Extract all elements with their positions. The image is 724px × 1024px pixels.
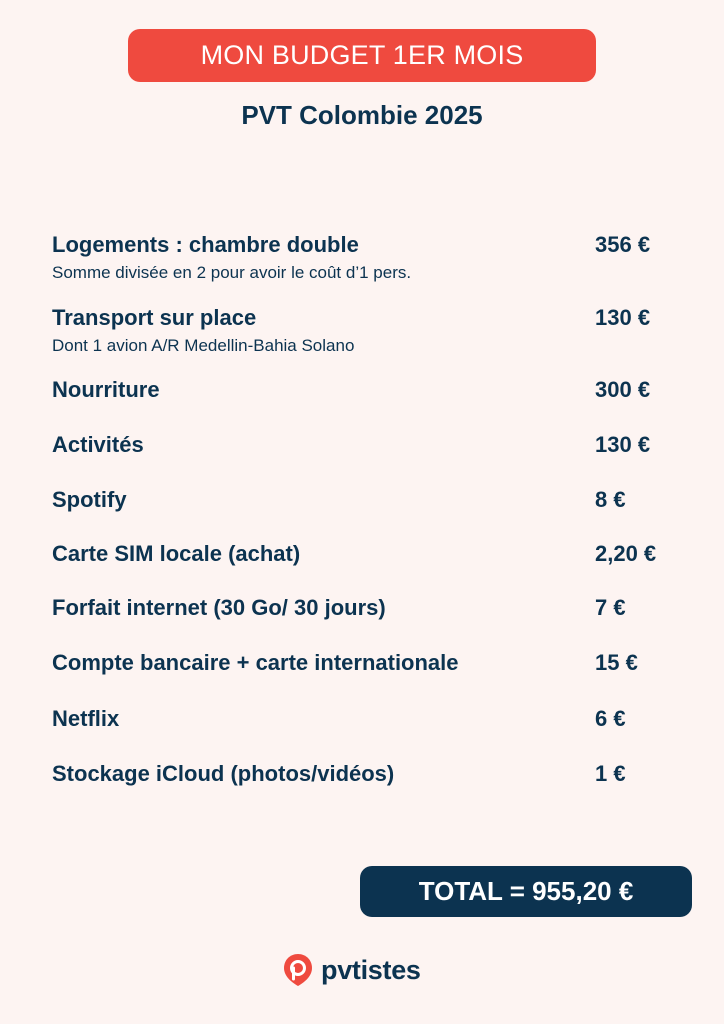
budget-item-note: Dont 1 avion A/R Medellin-Bahia Solano: [52, 336, 355, 355]
budget-item-value: 300 €: [595, 377, 651, 402]
budget-item-value: 130 €: [595, 432, 651, 457]
budget-item-value: 15 €: [595, 650, 638, 675]
budget-item-label: Nourriture: [52, 377, 160, 402]
budget-item-label: Activités: [52, 432, 144, 457]
budget-item-value: 8 €: [595, 487, 626, 512]
budget-item-label: Forfait internet (30 Go/ 30 jours): [52, 595, 386, 620]
budget-item-value: 7 €: [595, 595, 626, 620]
budget-item-label: Netflix: [52, 706, 120, 731]
budget-item-label: Carte SIM locale (achat): [52, 541, 301, 566]
total-amount: TOTAL = 955,20 €: [418, 876, 634, 906]
budget-item-label: Spotify: [52, 487, 127, 512]
budget-item-value: 2,20 €: [595, 541, 657, 566]
budget-item-value: 130 €: [595, 305, 651, 330]
budget-item-label: Stockage iCloud (photos/vidéos): [52, 761, 395, 786]
total-badge: [360, 866, 692, 917]
budget-item-label: Logements : chambre double: [52, 232, 359, 257]
page-title-badge: [128, 29, 596, 82]
budget-item-value: 1 €: [595, 761, 626, 786]
page-title: MON BUDGET 1ER MOIS: [200, 40, 524, 70]
budget-item-value: 356 €: [595, 232, 651, 257]
budget-item-value: 6 €: [595, 706, 626, 731]
budget-item-note: Somme divisée en 2 pour avoir le coût d’1 pers.: [52, 263, 412, 282]
budget-item-label: Transport sur place: [52, 305, 257, 330]
brand-name: pvtistes: [321, 954, 421, 985]
brand-logo: [283, 952, 421, 988]
pin-logo-icon: [283, 953, 313, 987]
page-subtitle: PVT Colombie 2025: [241, 100, 483, 130]
budget-item-label: Compte bancaire + carte internationale: [52, 650, 459, 675]
